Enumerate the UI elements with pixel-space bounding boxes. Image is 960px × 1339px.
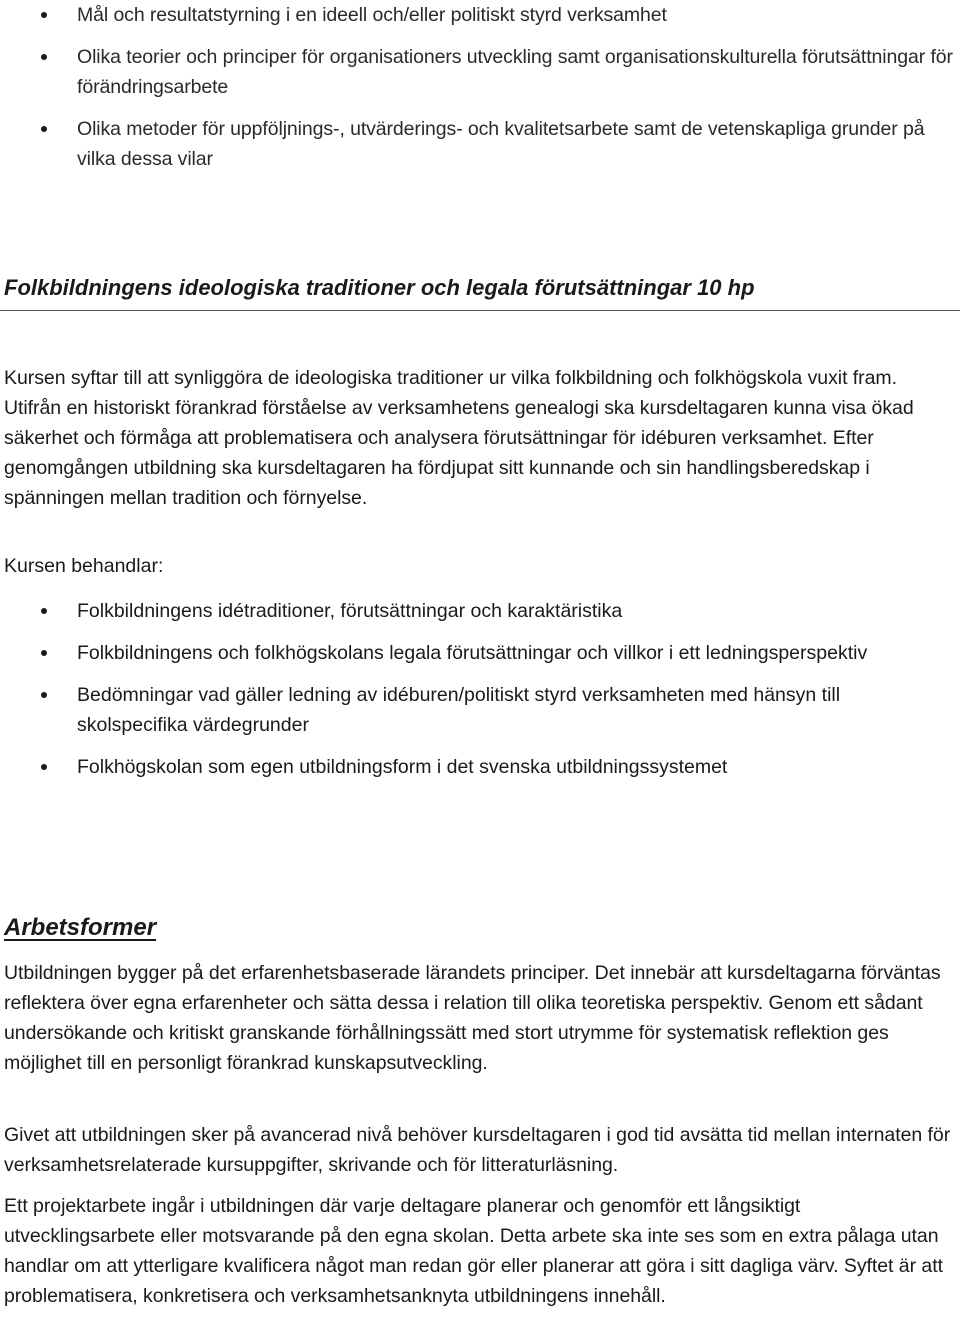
list-item: Olika metoder för uppföljnings-, utvärderings- och kvalitetsarbete samt de vetenskapliga grunder på vilka dessa vilar [0,114,960,174]
covers-list [0,596,960,794]
list-item: Bedömningar vad gäller ledning av idéburen/politiskt styrd verksamheten med hänsyn till skolspecifika värdegrunder [0,680,960,740]
list-item: Folkhögskolan som egen utbildningsform i det svenska utbildningssystemet [0,752,960,782]
heading-divider [0,310,960,311]
arbetsformer-paragraph: Givet att utbildningen sker på avancerad nivå behöver kursdeltagaren i god tid avsätta tid mellan internaten för verksamhetsrelaterade kursuppgifter, skrivande och för litteraturläsning. [4,1124,951,1176]
arbetsformer-paragraph: Ett projektarbete ingår i utbildningen där varje deltagare planerar och genomför ett långsiktigt utvecklingsarbete eller motsvarande på den egna skolan. Detta arbete ska inte ses som en extra pålaga utan handlar om att ytterligare kvalificera något man redan gör eller planerar att göra i sitt dagliga värv. Syftet är att problematisera, konkretisera och verksamhetsanknyta utbildningens innehåll. [4,1195,943,1307]
course-description: Kursen syftar till att synliggöra de ideologiska traditioner ur vilka folkbildning och folkhögskola vuxit fram. Utifrån en historiskt förankrad förståelse av verksamhetens genealogi ska kursdeltagaren kunna visa ökad säkerhet och förmåga att problematisera och analysera förutsättningar för idéburen verksamhet. Efter genomgången utbildning ska kursdeltagaren ha fördjupat sitt kunnande och sin handlingsberedskap i spänningen mellan tradition och förnyelse. [4,367,914,509]
list-item: Olika teorier och principer för organisationers utveckling samt organisationskulturella förutsättningar för förändringsarbete [0,42,960,102]
list-item: Mål och resultatstyrning i en ideell och/eller politiskt styrd verksamhet [0,0,960,30]
goals-list [0,0,960,186]
covers-label: Kursen behandlar: [4,555,164,577]
list-item: Folkbildningens och folkhögskolans legala förutsättningar och villkor i ett ledningsperspektiv [0,638,960,668]
arbetsformer-paragraph: Utbildningen bygger på det erfarenhetsbaserade lärandets principer. Det innebär att kursdeltagarna förväntas reflektera över egna erfarenheter och sätta dessa i relation till olika teoretiska perspektiv. Genom ett sådant undersökande och kritiskt granskande förhållningssätt med stort utrymme för systematisk reflektion ges möjlighet till en personligt förankrad kunskapsutveckling. [4,962,941,1074]
course-heading: Folkbildningens ideologiska traditioner och legala förutsättningar 10 hp [4,275,755,300]
arbetsformer-heading: Arbetsformer [4,914,157,941]
list-item: Folkbildningens idétraditioner, förutsättningar och karaktäristika [0,596,960,626]
